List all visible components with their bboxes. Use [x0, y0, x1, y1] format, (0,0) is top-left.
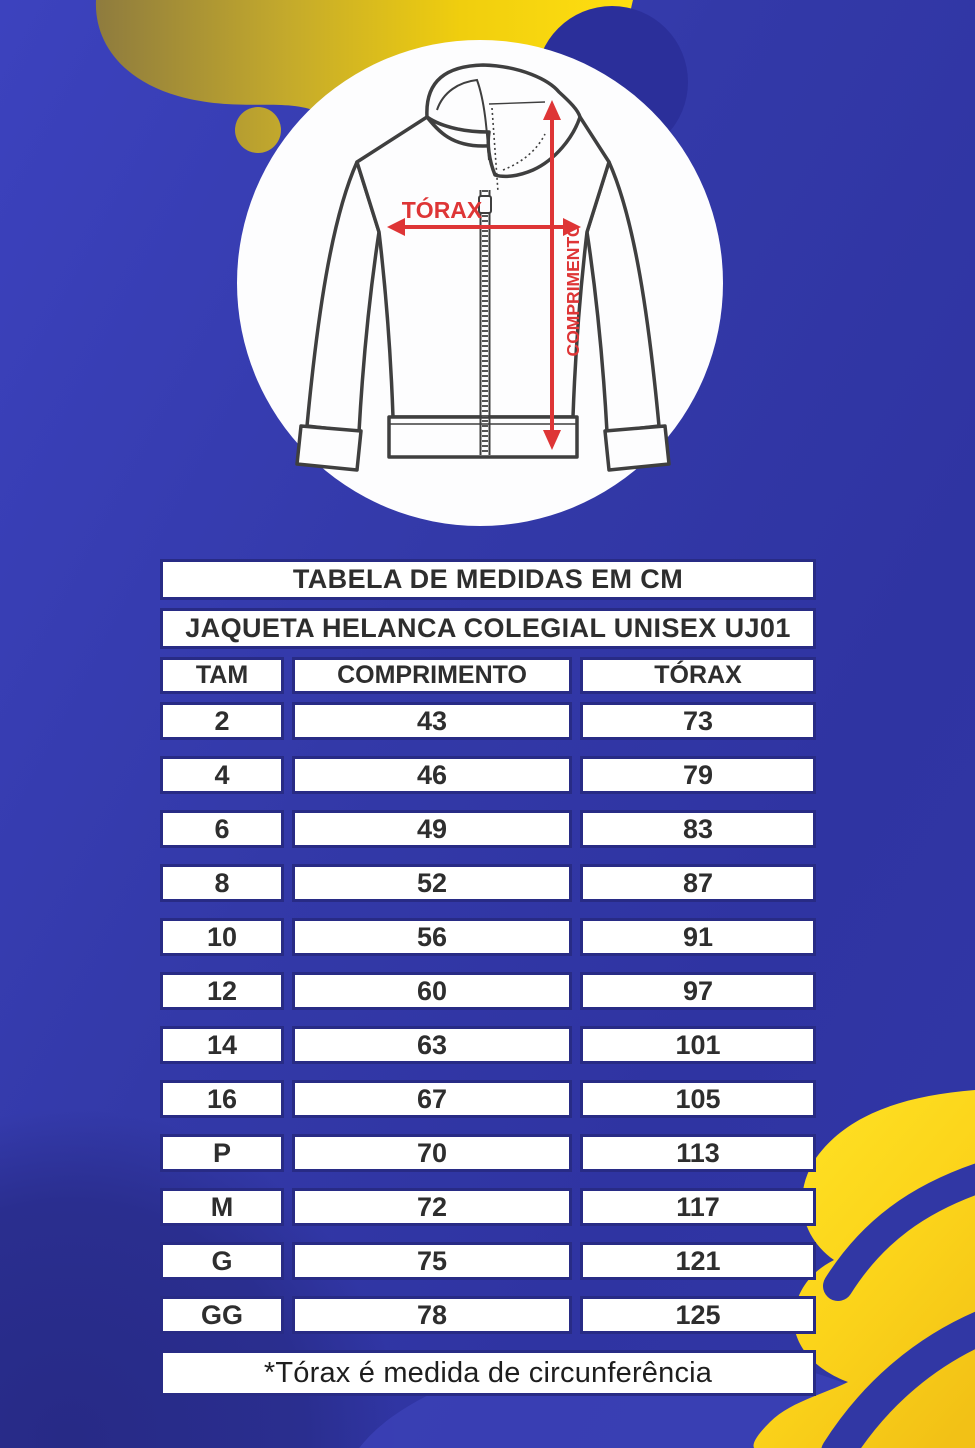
- chest-cell: 121: [580, 1242, 816, 1280]
- size-cell: 12: [160, 972, 284, 1010]
- length-cell: 52: [292, 864, 572, 902]
- size-cell: M: [160, 1188, 284, 1226]
- table-row: [160, 1134, 816, 1172]
- length-cell: 67: [292, 1080, 572, 1118]
- chest-cell: 79: [580, 756, 816, 794]
- length-cell: 72: [292, 1188, 572, 1226]
- chest-cell: 83: [580, 810, 816, 848]
- table-row: [160, 1296, 816, 1334]
- chest-arrow-label: TÓRAX: [401, 197, 483, 223]
- length-cell: 63: [292, 1026, 572, 1064]
- length-cell: 75: [292, 1242, 572, 1280]
- size-table: [160, 559, 816, 1396]
- size-cell: 16: [160, 1080, 284, 1118]
- left-cuff: [297, 426, 361, 470]
- length-arrow-label: COMPRIMENTO: [563, 223, 583, 357]
- chest-cell: 91: [580, 918, 816, 956]
- length-cell: 78: [292, 1296, 572, 1334]
- jacket-illustration: [237, 40, 723, 526]
- length-cell: 43: [292, 702, 572, 740]
- size-cell: P: [160, 1134, 284, 1172]
- size-cell: G: [160, 1242, 284, 1280]
- chest-cell: 125: [580, 1296, 816, 1334]
- table-row: [160, 1242, 816, 1280]
- table-row: [160, 972, 816, 1010]
- length-cell: 70: [292, 1134, 572, 1172]
- table-footnote: *Tórax é medida de circunferência: [160, 1350, 816, 1396]
- column-header-comprimento: COMPRIMENTO: [292, 657, 572, 694]
- chest-cell: 117: [580, 1188, 816, 1226]
- table-row: [160, 1026, 816, 1064]
- length-cell: 56: [292, 918, 572, 956]
- chest-cell: 101: [580, 1026, 816, 1064]
- column-header-tam: TAM: [160, 657, 284, 694]
- table-title: TABELA DE MEDIDAS EM CM: [160, 559, 816, 600]
- length-cell: 49: [292, 810, 572, 848]
- table-header-row: [160, 657, 816, 694]
- right-cuff: [605, 426, 669, 470]
- size-cell: 8: [160, 864, 284, 902]
- size-cell: 2: [160, 702, 284, 740]
- length-cell: 46: [292, 756, 572, 794]
- length-cell: 60: [292, 972, 572, 1010]
- table-subtitle: JAQUETA HELANCA COLEGIAL UNISEX UJ01: [160, 608, 816, 649]
- size-cell: 4: [160, 756, 284, 794]
- table-row: [160, 918, 816, 956]
- size-cell: 10: [160, 918, 284, 956]
- table-row: [160, 1188, 816, 1226]
- column-header-torax: TÓRAX: [580, 657, 816, 694]
- table-row: [160, 864, 816, 902]
- chest-cell: 105: [580, 1080, 816, 1118]
- table-body: [160, 702, 816, 1334]
- table-row: [160, 756, 816, 794]
- size-cell: GG: [160, 1296, 284, 1334]
- chest-cell: 97: [580, 972, 816, 1010]
- size-cell: 6: [160, 810, 284, 848]
- chest-cell: 73: [580, 702, 816, 740]
- jacket-diagram-badge: [237, 40, 723, 526]
- table-row: [160, 1080, 816, 1118]
- table-row: [160, 810, 816, 848]
- table-row: [160, 702, 816, 740]
- size-cell: 14: [160, 1026, 284, 1064]
- chest-cell: 113: [580, 1134, 816, 1172]
- chest-cell: 87: [580, 864, 816, 902]
